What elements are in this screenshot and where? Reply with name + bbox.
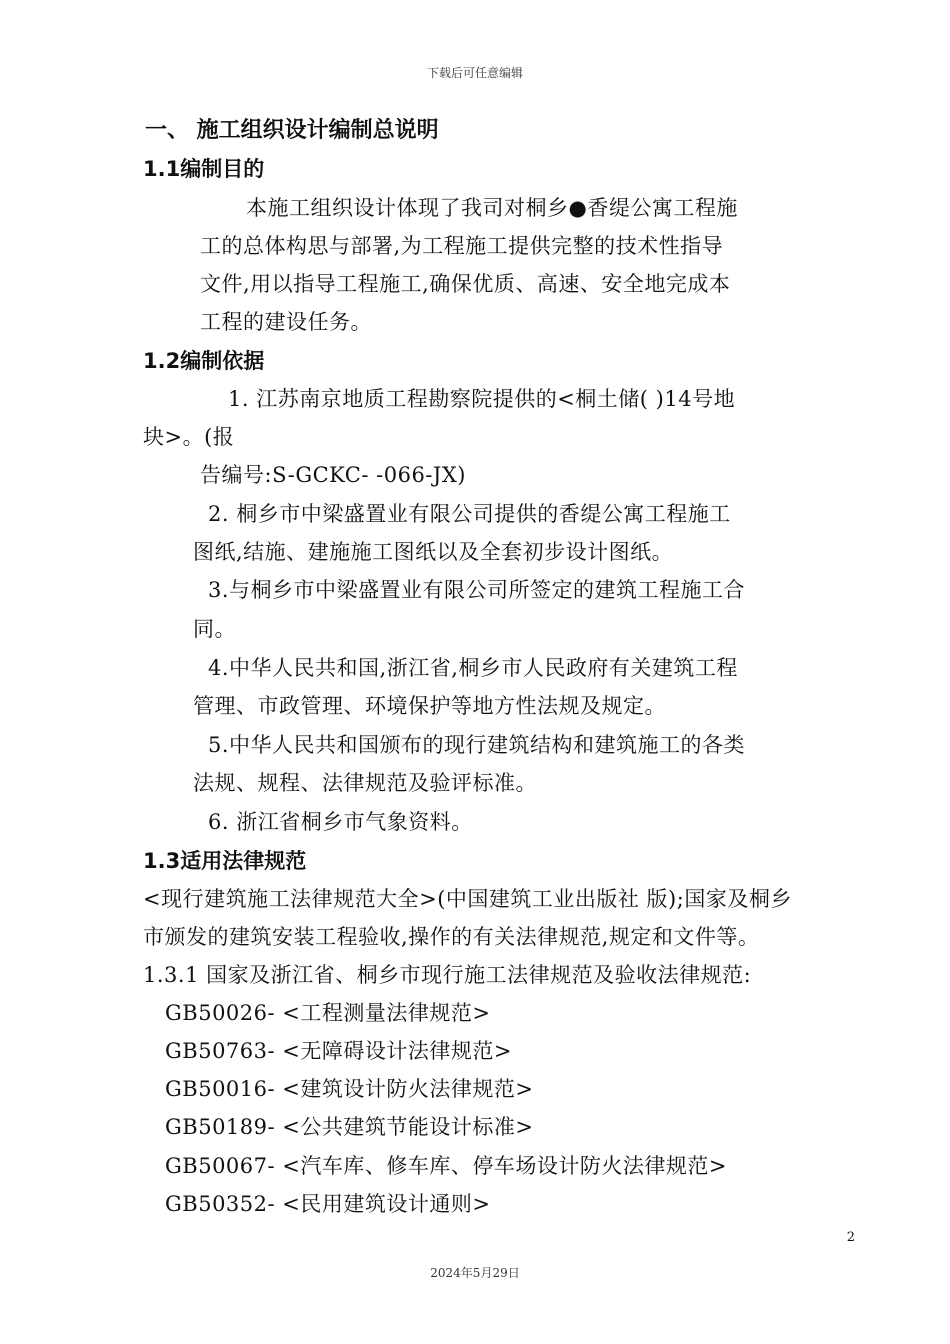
standard-item: GB50016- <建筑设计防火法律规范> — [165, 1077, 534, 1101]
paragraph-line: 市颁发的建筑安装工程验收,操作的有关法律规范,规定和文件等。 — [143, 925, 760, 949]
basis-item-1-cont: 告编号:S-GCKC- -066-JX) — [200, 463, 466, 487]
basis-item-2: 2. 桐乡市中梁盛置业有限公司提供的香缇公寓工程施工 — [208, 502, 731, 526]
basis-item-1: 1. 江苏南京地质工程勘察院提供的<桐土储( )14号地 — [228, 387, 736, 411]
heading-1-3: 1.3适用法律规范 — [143, 849, 307, 873]
paragraph-line: 工的总体构思与部署,为工程施工提供完整的技术性指导 — [200, 234, 724, 258]
basis-item-5: 5.中华人民共和国颁布的现行建筑结构和建筑施工的各类 — [208, 733, 746, 757]
standard-item: GB50763- <无障碍设计法律规范> — [165, 1039, 512, 1063]
subheading-1-3-1: 1.3.1 国家及浙江省、桐乡市现行施工法律规范及验收法律规范: — [143, 963, 752, 987]
basis-item-3: 3.与桐乡市中梁盛置业有限公司所签定的建筑工程施工合 — [208, 578, 746, 602]
standard-item: GB50067- <汽车库、修车库、停车场设计防火法律规范> — [165, 1154, 727, 1178]
footer-date: 2024年5月29日 — [430, 1266, 520, 1280]
standard-item: GB50352- <民用建筑设计通则> — [165, 1192, 491, 1216]
basis-item-2-cont: 图纸,结施、建施施工图纸以及全套初步设计图纸。 — [193, 540, 674, 564]
page-header: 下载后可任意编辑 — [426, 66, 523, 80]
paragraph-line: 本施工组织设计体现了我司对桐乡●香缇公寓工程施 — [246, 196, 738, 220]
page-number: 2 — [846, 1230, 855, 1245]
paragraph-line: <现行建筑施工法律规范大全>(中国建筑工业出版社 版);国家及桐乡 — [143, 887, 792, 911]
basis-item-4-cont: 管理、市政管理、环境保护等地方性法规及规定。 — [193, 694, 666, 718]
section-heading-1: 一、 施工组织设计编制总说明 — [145, 118, 439, 143]
basis-item-5-cont: 法规、规程、法律规范及验评标准。 — [193, 771, 537, 795]
standard-item: GB50026- <工程测量法律规范> — [165, 1001, 491, 1025]
basis-item-1-cont: 块>。(报 — [143, 425, 235, 449]
basis-item-4: 4.中华人民共和国,浙江省,桐乡市人民政府有关建筑工程 — [208, 656, 738, 680]
paragraph-line: 工程的建设任务。 — [200, 310, 372, 334]
basis-item-3-cont: 同。 — [193, 617, 236, 641]
standard-item: GB50189- <公共建筑节能设计标准> — [165, 1115, 534, 1139]
heading-1-1: 1.1编制目的 — [143, 157, 265, 181]
basis-item-6: 6. 浙江省桐乡市气象资料。 — [208, 810, 473, 834]
paragraph-line: 文件,用以指导工程施工,确保优质、高速、安全地完成本 — [200, 272, 731, 296]
heading-1-2: 1.2编制依据 — [143, 349, 265, 373]
